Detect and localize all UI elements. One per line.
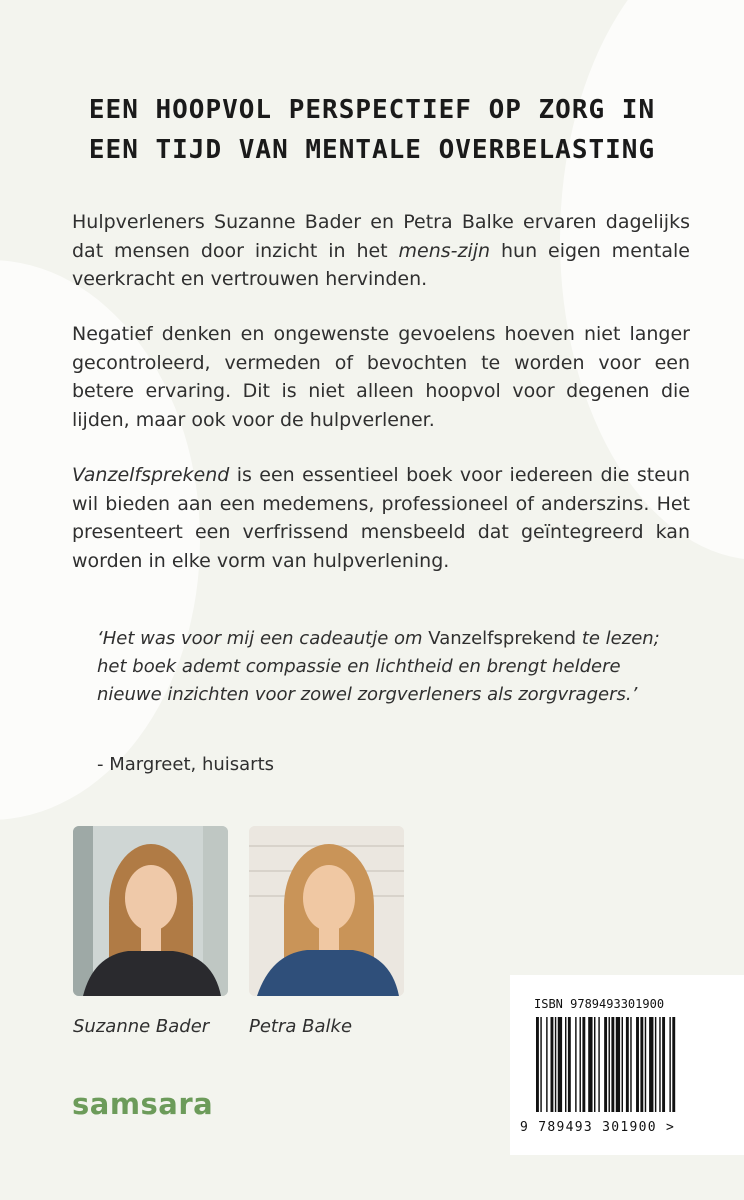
barcode-bar	[659, 1017, 660, 1112]
quote-text-end: te lezen; het boek ademt compassie en lichtheid en brengt heldere nieuwe inzichten voor zowel zorgverleners als zorgvragers.’	[97, 628, 660, 705]
headline	[0, 90, 744, 170]
barcode-bar	[662, 1017, 665, 1112]
barcode-bar	[630, 1017, 631, 1112]
barcode-bar	[555, 1017, 556, 1112]
barcode-bar	[640, 1017, 643, 1112]
barcode-bar	[594, 1017, 595, 1112]
barcode-panel	[510, 975, 744, 1155]
intro-text-end: hun eigen mentale veerkracht en vertrouwen hervinden.	[72, 239, 690, 290]
intro-paragraph	[72, 208, 690, 294]
barcode-bar	[611, 1017, 614, 1112]
barcode-bar	[636, 1017, 639, 1112]
third-paragraph-text: is een essentieel boek voor iedereen die steun wil bieden aan een medemens, professioneel of anderszins. Het presenteert een verfrissend mensbeeld dat geïntegreerd kan worden in elke vorm van hulpverlening.	[72, 464, 690, 572]
barcode-bar	[588, 1017, 592, 1112]
intro-text-start: Hulpverleners Suzanne Bader en Petra Balke ervaren dagelijks dat mensen door inzicht in het	[72, 211, 690, 262]
barcode-bar	[540, 1017, 541, 1112]
barcode-bar	[551, 1017, 554, 1112]
isbn-digits: 9 789493 301900 >	[520, 1120, 676, 1135]
publisher-logo: samsara	[72, 1087, 214, 1121]
book-title-inline: Vanzelfsprekend	[72, 464, 230, 486]
barcode-bar	[568, 1017, 571, 1112]
barcode-bar	[536, 1017, 539, 1112]
barcode-bar	[622, 1017, 623, 1112]
barcode-bar	[626, 1017, 629, 1112]
barcode-bar	[582, 1017, 585, 1112]
headline-line-2: EEN TIJD VAN MENTALE OVERBELASTING	[88, 135, 656, 165]
barcode-bar	[565, 1017, 566, 1112]
barcode-bars	[536, 1017, 716, 1112]
author-name-1: Suzanne Bader	[73, 1016, 210, 1037]
barcode-bar	[598, 1017, 599, 1112]
portrait-illustration	[73, 826, 228, 996]
headline-line-1: EEN HOOPVOL PERSPECTIEF OP ZORG IN	[88, 95, 656, 125]
barcode-bar	[655, 1017, 656, 1112]
barcode-bar	[672, 1017, 675, 1112]
portrait-illustration	[249, 826, 404, 996]
barcode-bar	[645, 1017, 646, 1112]
author-photo-petra	[249, 826, 404, 996]
barcode-bar	[575, 1017, 576, 1112]
barcode-bar	[616, 1017, 620, 1112]
barcode-bar	[604, 1017, 607, 1112]
author-name-2: Petra Balke	[249, 1016, 353, 1037]
barcode-bar	[580, 1017, 581, 1112]
isbn-label: ISBN 9789493301900	[534, 997, 665, 1011]
third-paragraph	[72, 461, 690, 575]
barcode-bar	[649, 1017, 653, 1112]
barcode-bar	[669, 1017, 670, 1112]
intro-text-emphasis: mens-zijn	[398, 239, 491, 262]
barcode-bar	[558, 1017, 562, 1112]
quote-text-start: ‘Het was voor mij een cadeautje om	[97, 628, 429, 649]
barcode-bar	[609, 1017, 610, 1112]
testimonial-quote	[97, 625, 677, 709]
second-paragraph: Negatief denken en ongewenste gevoelens hoeven niet langer gecontroleerd, vermeden of bevochten te worden voor een betere ervaring. Dit is niet alleen hoopvol voor degenen die lijden, maar ook voor de hulpverlener.	[72, 323, 690, 431]
author-photo-suzanne	[73, 826, 228, 996]
quote-attribution: - Margreet, huisarts	[97, 754, 275, 775]
barcode-bar	[546, 1017, 547, 1112]
quote-book-title: Vanzelfsprekend	[428, 628, 577, 649]
